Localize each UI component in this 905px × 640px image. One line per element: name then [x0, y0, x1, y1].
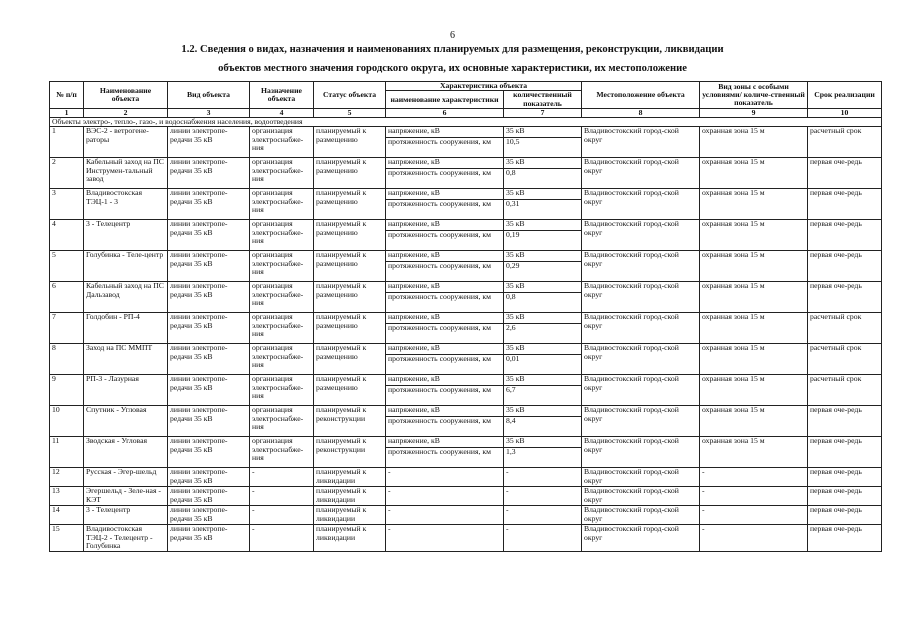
characteristic-name-length: протяженность сооружения, км [386, 292, 503, 302]
object-location: Владивостокский город-ской округ [582, 127, 700, 158]
header-purpose: Назначение объекта [250, 82, 314, 109]
row-number: 3 [50, 189, 84, 220]
characteristic-name-voltage: - [388, 524, 391, 534]
characteristic-values [504, 220, 582, 251]
object-type: линии электропе-редачи 35 кВ [168, 313, 250, 344]
object-purpose: организация электроснабже-ния [250, 220, 314, 251]
column-number: 5 [314, 109, 386, 118]
column-number: 2 [84, 109, 168, 118]
characteristic-names [386, 468, 504, 487]
characteristic-name-voltage: напряжение, кВ [388, 374, 440, 384]
row-number: 14 [50, 506, 84, 525]
protection-zone: охранная зона 15 м [700, 406, 808, 437]
characteristic-names [386, 127, 504, 158]
section-title: Объекты электро-, тепло-, газо-, и водоснабжения населения, водоотведения [50, 118, 882, 127]
characteristic-values [504, 189, 582, 220]
row-number: 9 [50, 375, 84, 406]
column-number: 10 [808, 109, 882, 118]
object-name: 3 - Телецентр [84, 220, 168, 251]
characteristic-values [504, 375, 582, 406]
characteristic-name-voltage: напряжение, кВ [388, 312, 440, 322]
implementation-term: расчетный срок [808, 313, 882, 344]
object-status: планируемый к ликвидации [314, 468, 386, 487]
header-char-name: наименование характеристики [386, 91, 504, 109]
characteristic-value-voltage: 35 кВ [506, 281, 525, 291]
header-characteristics: Характеристика объекта [386, 82, 582, 91]
characteristic-name-length: протяженность сооружения, км [386, 261, 503, 271]
characteristic-value-length: 0,31 [504, 199, 581, 209]
characteristic-values [504, 127, 582, 158]
characteristic-value-voltage: - [506, 486, 509, 496]
object-type: линии электропе-редачи 35 кВ [168, 375, 250, 406]
characteristic-value-length: 10,5 [504, 137, 581, 147]
implementation-term: первая оче-редь [808, 487, 882, 506]
object-name: Голдобин - РП-4 [84, 313, 168, 344]
page-number: 6 [450, 30, 455, 41]
section-row [50, 118, 882, 127]
table-row [50, 189, 882, 220]
characteristic-value-voltage: - [506, 524, 509, 534]
table-row [50, 282, 882, 313]
header-location: Местоположение объекта [582, 82, 700, 109]
table-row [50, 127, 882, 158]
row-number: 12 [50, 468, 84, 487]
characteristic-value-length: 0,8 [504, 168, 581, 178]
object-type: линии электропе-редачи 35 кВ [168, 468, 250, 487]
object-type: линии электропе-редачи 35 кВ [168, 127, 250, 158]
object-purpose: организация электроснабже-ния [250, 437, 314, 468]
characteristic-names [386, 344, 504, 375]
object-status: планируемый к ликвидации [314, 525, 386, 552]
characteristic-name-voltage: - [388, 467, 391, 477]
object-type: линии электропе-редачи 35 кВ [168, 344, 250, 375]
object-name: РП-3 - Лазурная [84, 375, 168, 406]
row-number: 8 [50, 344, 84, 375]
object-name: Кабельный заход на ПС Инструмен-тальный завод [84, 158, 168, 189]
column-number: 3 [168, 109, 250, 118]
table-row [50, 158, 882, 189]
table-row [50, 437, 882, 468]
object-name: Заход на ПС ММПТ [84, 344, 168, 375]
characteristic-name-voltage: напряжение, кВ [388, 250, 440, 260]
characteristic-names [386, 251, 504, 282]
header-char-value: количественный показатель [504, 91, 582, 109]
object-type: линии электропе-редачи 35 кВ [168, 158, 250, 189]
object-location: Владивостокский город-ской округ [582, 313, 700, 344]
row-number: 7 [50, 313, 84, 344]
protection-zone: охранная зона 15 м [700, 437, 808, 468]
table-row [50, 220, 882, 251]
object-purpose: организация электроснабже-ния [250, 344, 314, 375]
characteristic-name-voltage: - [388, 486, 391, 496]
characteristic-value-length: 8,4 [504, 416, 581, 426]
object-name: Владивостокская ТЭЦ-1 - 3 [84, 189, 168, 220]
object-purpose: организация электроснабже-ния [250, 406, 314, 437]
characteristic-names [386, 437, 504, 468]
characteristic-names [386, 487, 504, 506]
table-row [50, 525, 882, 552]
object-purpose: организация электроснабже-ния [250, 375, 314, 406]
protection-zone: охранная зона 15 м [700, 375, 808, 406]
object-type: линии электропе-редачи 35 кВ [168, 282, 250, 313]
object-location: Владивостокский город-ской округ [582, 189, 700, 220]
characteristic-value-length: 2,6 [504, 323, 581, 333]
characteristic-values [504, 251, 582, 282]
characteristic-value-voltage: 35 кВ [506, 405, 525, 415]
characteristic-value-voltage: 35 кВ [506, 188, 525, 198]
implementation-term: первая оче-редь [808, 525, 882, 552]
characteristic-value-voltage: 35 кВ [506, 126, 525, 136]
characteristic-names [386, 220, 504, 251]
object-name: Зводская - Угловая [84, 437, 168, 468]
characteristic-values [504, 406, 582, 437]
object-location: Владивостокский город-ской округ [582, 437, 700, 468]
characteristic-value-length: 0,01 [504, 354, 581, 364]
object-type: линии электропе-редачи 35 кВ [168, 437, 250, 468]
header-name: Наименование объекта [84, 82, 168, 109]
implementation-term: первая оче-редь [808, 406, 882, 437]
characteristic-value-voltage: - [506, 467, 509, 477]
characteristic-value-length: 1,3 [504, 447, 581, 457]
object-purpose: - [250, 506, 314, 525]
characteristic-name-length: протяженность сооружения, км [386, 323, 503, 333]
protection-zone: охранная зона 15 м [700, 282, 808, 313]
object-location: Владивостокский город-ской округ [582, 344, 700, 375]
object-purpose: организация электроснабже-ния [250, 251, 314, 282]
protection-zone: - [700, 468, 808, 487]
protection-zone: охранная зона 15 м [700, 313, 808, 344]
implementation-term: первая оче-редь [808, 437, 882, 468]
characteristic-name-length: протяженность сооружения, км [386, 416, 503, 426]
characteristic-names [386, 282, 504, 313]
protection-zone: охранная зона 15 м [700, 344, 808, 375]
row-number: 6 [50, 282, 84, 313]
characteristic-names [386, 158, 504, 189]
object-purpose: организация электроснабже-ния [250, 158, 314, 189]
object-status: планируемый к размещению [314, 344, 386, 375]
characteristic-values [504, 282, 582, 313]
protection-zone: охранная зона 15 м [700, 251, 808, 282]
row-number: 2 [50, 158, 84, 189]
characteristic-name-voltage: напряжение, кВ [388, 436, 440, 446]
characteristic-names [386, 406, 504, 437]
object-location: Владивостокский город-ской округ [582, 525, 700, 552]
protection-zone: охранная зона 15 м [700, 220, 808, 251]
characteristic-name-voltage: напряжение, кВ [388, 281, 440, 291]
object-type: линии электропе-редачи 35 кВ [168, 406, 250, 437]
object-name: Эгершельд - Зеле-ная - КЭТ [84, 487, 168, 506]
object-location: Владивостокский город-ской округ [582, 375, 700, 406]
object-location: Владивостокский город-ской округ [582, 468, 700, 487]
object-type: линии электропе-редачи 35 кВ [168, 220, 250, 251]
row-number: 13 [50, 487, 84, 506]
object-name: Владивостокская ТЭЦ-2 - Телецентр - Голубинка [84, 525, 168, 552]
object-location: Владивостокский город-ской округ [582, 220, 700, 251]
characteristic-values [504, 344, 582, 375]
table-row [50, 406, 882, 437]
implementation-term: первая оче-редь [808, 220, 882, 251]
protection-zone: охранная зона 15 м [700, 127, 808, 158]
object-status: планируемый к размещению [314, 220, 386, 251]
implementation-term: расчетный срок [808, 344, 882, 375]
header-zone: Вид зоны с особыми условиями/ количе-ственный показатель [700, 82, 808, 109]
object-name: Русская - Эгер-шельд [84, 468, 168, 487]
characteristic-values [504, 468, 582, 487]
column-number: 9 [700, 109, 808, 118]
table-row [50, 506, 882, 525]
header-term: Срок реализации [808, 82, 882, 109]
characteristic-name-voltage: напряжение, кВ [388, 405, 440, 415]
header-row [50, 82, 882, 91]
characteristic-name-length: протяженность сооружения, км [386, 168, 503, 178]
characteristic-values [504, 437, 582, 468]
characteristic-name-length: протяженность сооружения, км [386, 230, 503, 240]
object-status: планируемый к реконструкции [314, 406, 386, 437]
object-name: 3 - Телецентр [84, 506, 168, 525]
implementation-term: первая оче-редь [808, 158, 882, 189]
table-row [50, 313, 882, 344]
protection-zone: - [700, 506, 808, 525]
object-name: Спутник - Угловая [84, 406, 168, 437]
table-row [50, 344, 882, 375]
object-purpose: - [250, 487, 314, 506]
protection-zone: - [700, 487, 808, 506]
characteristic-value-length: 0,8 [504, 292, 581, 302]
planned-objects-table [49, 81, 882, 552]
row-number: 15 [50, 525, 84, 552]
characteristic-values [504, 313, 582, 344]
column-number: 4 [250, 109, 314, 118]
object-status: планируемый к реконструкции [314, 437, 386, 468]
object-type: линии электропе-редачи 35 кВ [168, 189, 250, 220]
characteristic-names [386, 189, 504, 220]
characteristic-name-voltage: напряжение, кВ [388, 157, 440, 167]
object-status: планируемый к ликвидации [314, 487, 386, 506]
characteristic-value-voltage: - [506, 505, 509, 515]
header-status: Статус объекта [314, 82, 386, 109]
column-number: 7 [504, 109, 582, 118]
characteristic-name-length: протяженность сооружения, км [386, 199, 503, 209]
protection-zone: - [700, 525, 808, 552]
characteristic-value-voltage: 35 кВ [506, 343, 525, 353]
implementation-term: расчетный срок [808, 375, 882, 406]
characteristic-names [386, 313, 504, 344]
object-type: линии электропе-редачи 35 кВ [168, 525, 250, 552]
object-purpose: организация электроснабже-ния [250, 127, 314, 158]
characteristic-value-length: 6,7 [504, 385, 581, 395]
object-type: линии электропе-редачи 35 кВ [168, 487, 250, 506]
table-row [50, 251, 882, 282]
characteristic-value-length: 0,29 [504, 261, 581, 271]
object-status: планируемый к размещению [314, 313, 386, 344]
implementation-term: первая оче-редь [808, 189, 882, 220]
characteristic-name-length: протяженность сооружения, км [386, 137, 503, 147]
table-row [50, 468, 882, 487]
row-number: 10 [50, 406, 84, 437]
object-status: планируемый к размещению [314, 282, 386, 313]
implementation-term: первая оче-редь [808, 506, 882, 525]
row-number: 4 [50, 220, 84, 251]
object-purpose: - [250, 468, 314, 487]
header-num: № п/п [50, 82, 84, 109]
characteristic-name-voltage: напряжение, кВ [388, 188, 440, 198]
object-name: Кабельный заход на ПС Дальзавод [84, 282, 168, 313]
object-name: ВЭС-2 - ветрогене-раторы [84, 127, 168, 158]
characteristic-value-voltage: 35 кВ [506, 250, 525, 260]
row-number: 1 [50, 127, 84, 158]
row-number: 11 [50, 437, 84, 468]
characteristic-name-voltage: напряжение, кВ [388, 343, 440, 353]
table-row [50, 487, 882, 506]
column-number: 6 [386, 109, 504, 118]
section-heading-line-1: 1.2. Сведения о видах, назначения и наименованиях планируемых для размещения, реконструкции, ликвидации [181, 44, 724, 55]
characteristic-name-voltage: - [388, 505, 391, 515]
object-location: Владивостокский город-ской округ [582, 506, 700, 525]
characteristic-value-voltage: 35 кВ [506, 219, 525, 229]
table-row [50, 375, 882, 406]
object-type: линии электропе-редачи 35 кВ [168, 251, 250, 282]
characteristic-name-length: протяженность сооружения, км [386, 447, 503, 457]
characteristic-value-voltage: 35 кВ [506, 312, 525, 322]
object-location: Владивостокский город-ской округ [582, 158, 700, 189]
object-purpose: организация электроснабже-ния [250, 282, 314, 313]
characteristic-values [504, 487, 582, 506]
object-location: Владивостокский город-ской округ [582, 282, 700, 313]
characteristic-name-voltage: напряжение, кВ [388, 126, 440, 136]
implementation-term: первая оче-редь [808, 251, 882, 282]
implementation-term: первая оче-редь [808, 282, 882, 313]
object-status: планируемый к размещению [314, 189, 386, 220]
column-numbers-row [50, 109, 882, 118]
protection-zone: охранная зона 15 м [700, 158, 808, 189]
object-name: Голубинка - Теле-центр [84, 251, 168, 282]
characteristic-name-voltage: напряжение, кВ [388, 219, 440, 229]
section-heading-line-2: объектов местного значения городского округа, их основные характеристики, их местоположение [218, 63, 687, 74]
protection-zone: охранная зона 15 м [700, 189, 808, 220]
implementation-term: первая оче-редь [808, 468, 882, 487]
object-location: Владивостокский город-ской округ [582, 251, 700, 282]
characteristic-value-voltage: 35 кВ [506, 374, 525, 384]
object-status: планируемый к размещению [314, 375, 386, 406]
characteristic-value-voltage: 35 кВ [506, 436, 525, 446]
characteristic-value-voltage: 35 кВ [506, 157, 525, 167]
object-status: планируемый к размещению [314, 158, 386, 189]
header-type: Вид объекта [168, 82, 250, 109]
characteristic-values [504, 158, 582, 189]
characteristic-values [504, 525, 582, 552]
characteristic-values [504, 506, 582, 525]
characteristic-names [386, 525, 504, 552]
characteristic-names [386, 506, 504, 525]
characteristic-name-length: протяженность сооружения, км [386, 385, 503, 395]
characteristic-name-length: протяженность сооружения, км [386, 354, 503, 364]
column-number: 1 [50, 109, 84, 118]
object-status: планируемый к размещению [314, 251, 386, 282]
characteristic-value-length: 0,19 [504, 230, 581, 240]
object-status: планируемый к ликвидации [314, 506, 386, 525]
object-location: Владивостокский город-ской округ [582, 487, 700, 506]
object-purpose: организация электроснабже-ния [250, 313, 314, 344]
characteristic-names [386, 375, 504, 406]
implementation-term: расчетный срок [808, 127, 882, 158]
object-status: планируемый к размещению [314, 127, 386, 158]
row-number: 5 [50, 251, 84, 282]
object-type: линии электропе-редачи 35 кВ [168, 506, 250, 525]
object-purpose: организация электроснабже-ния [250, 189, 314, 220]
object-location: Владивостокский город-ской округ [582, 406, 700, 437]
object-purpose: - [250, 525, 314, 552]
column-number: 8 [582, 109, 700, 118]
